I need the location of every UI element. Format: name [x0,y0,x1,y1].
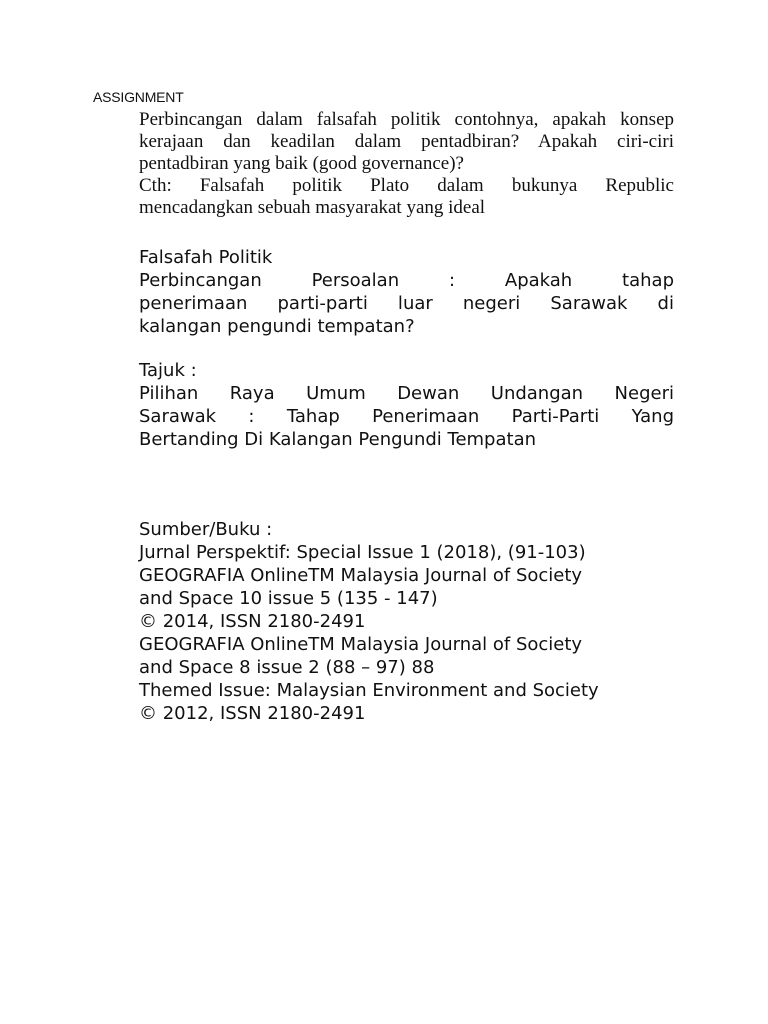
source-line: © 2012, ISSN 2180-2491 [139,703,366,724]
tajuk-section [139,359,674,451]
sources-label: Sumber/Buku : [139,519,273,540]
topic-question-line: Perbincangan Persoalan : Apakah tahap [139,270,674,291]
source-line: Themed Issue: Malaysian Environment and Society [139,680,599,701]
topic-title: Falsafah Politik [139,247,273,268]
source-line: and Space 8 issue 2 (88 – 97) 88 [139,657,435,678]
source-line: GEOGRAFIA OnlineTM Malaysia Journal of Society [139,634,583,655]
assignment-paragraph: Perbincangan dalam falsafah politik contohnya, apakah konsep kerajaan dan keadilan dalam pentadbiran? Apakah ciri-ciri pentadbiran yang baik (good governance)? [139,109,674,174]
tajuk-line: Pilihan Raya Umum Dewan Undangan Negeri [139,383,674,404]
tajuk-line: Bertanding Di Kalangan Pengundi Tempatan [139,429,537,450]
source-line: and Space 10 issue 5 (135 - 147) [139,588,438,609]
topic-question-line: kalangan pengundi tempatan? [139,316,415,337]
topic-question-line: penerimaan parti-parti luar negeri Sarawak di [139,293,674,314]
example-line: mencadangkan sebuah masyarakat yang ideal [139,197,486,218]
assignment-body [139,109,674,219]
topic-section [139,246,674,338]
assignment-heading: ASSIGNMENT [93,89,184,105]
sources-section [139,518,674,725]
tajuk-label: Tajuk : [139,360,197,381]
tajuk-line: Sarawak : Tahap Penerimaan Parti-Parti Yang [139,406,674,427]
source-line: © 2014, ISSN 2180-2491 [139,611,366,632]
example-line: Cth: Falsafah politik Plato dalam bukunya Republic [139,175,674,196]
source-line: GEOGRAFIA OnlineTM Malaysia Journal of Society [139,565,583,586]
source-line: Jurnal Perspektif: Special Issue 1 (2018), (91-103) [139,542,586,563]
